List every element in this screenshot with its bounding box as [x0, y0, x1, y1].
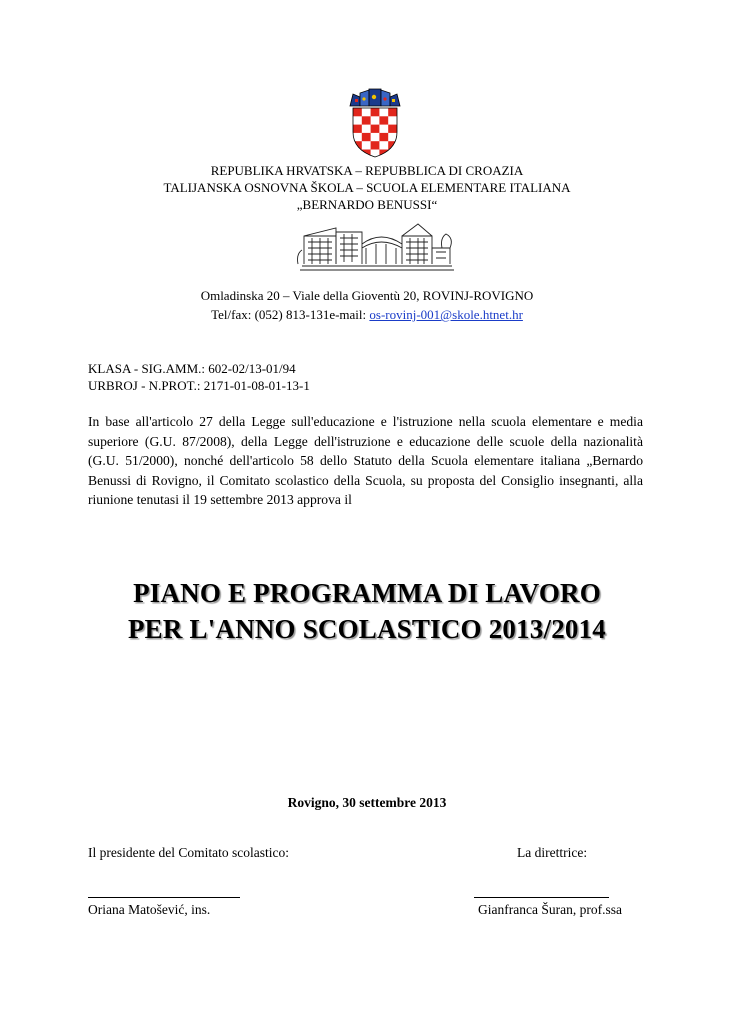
president-role: Il presidente del Comitato scolastico:: [88, 845, 289, 860]
header-line-3: „BERNARDO BENUSSI“: [296, 197, 438, 212]
klasa-number: KLASA - SIG.AMM.: 602-02/13-01/94: [88, 361, 296, 376]
croatian-coat-of-arms-icon: [347, 88, 403, 158]
document-reference: [88, 360, 310, 394]
urbroj-number: URBROJ - N.PROT.: 2171-01-08-01-13-1: [88, 378, 310, 393]
president-signature-line: [88, 897, 240, 898]
tel-fax-text: Tel/fax: (052) 813-131e-mail:: [211, 307, 370, 322]
address-line: Omladinska 20 – Viale della Gioventù 20, ROVINJ-ROVIGNO: [200, 288, 534, 303]
school-address: [0, 286, 734, 324]
director-signature-line: [474, 897, 609, 898]
document-date: Rovigno, 30 settembre 2013: [287, 795, 447, 810]
header-line-1: REPUBLIKA HRVATSKA – REPUBBLICA DI CROAZIA: [210, 163, 524, 178]
institution-header: [0, 162, 734, 213]
preamble-paragraph: In base all'articolo 27 della Legge sull'educazione e l'istruzione nella scuola elementare e media superiore (G.U. 87/2008), della Legge dell'istruzione e educazione delle scuole della nazionalità (G.U. 51/2000), nonché dell'articolo 58 dello Statuto della Scuola elementare italiana „Bernardo Benussi di Rovigno, il Comitato scolastico della Scuola, su proposta del Consiglio insegnanti, alla riunione tenutasi il 19 settembre 2013 approva il: [88, 414, 643, 507]
title-line-2: PER L'ANNO SCOLASTICO 2013/2014: [127, 614, 606, 644]
director-role: La direttrice:: [517, 845, 588, 860]
director-name: Gianfranca Šuran, prof.ssa: [478, 902, 622, 917]
header-line-2: TALIJANSKA OSNOVNA ŠKOLA – SCUOLA ELEMENTARE ITALIANA: [163, 180, 571, 195]
email-link[interactable]: os-rovinj-001@skole.htnet.hr: [369, 307, 523, 322]
president-name: Oriana Matošević, ins.: [88, 902, 211, 917]
contact-line: [0, 305, 734, 324]
document-title: [0, 575, 734, 647]
title-line-1: PIANO E PROGRAMMA DI LAVORO: [133, 578, 601, 608]
school-building-sketch-icon: [296, 214, 458, 276]
